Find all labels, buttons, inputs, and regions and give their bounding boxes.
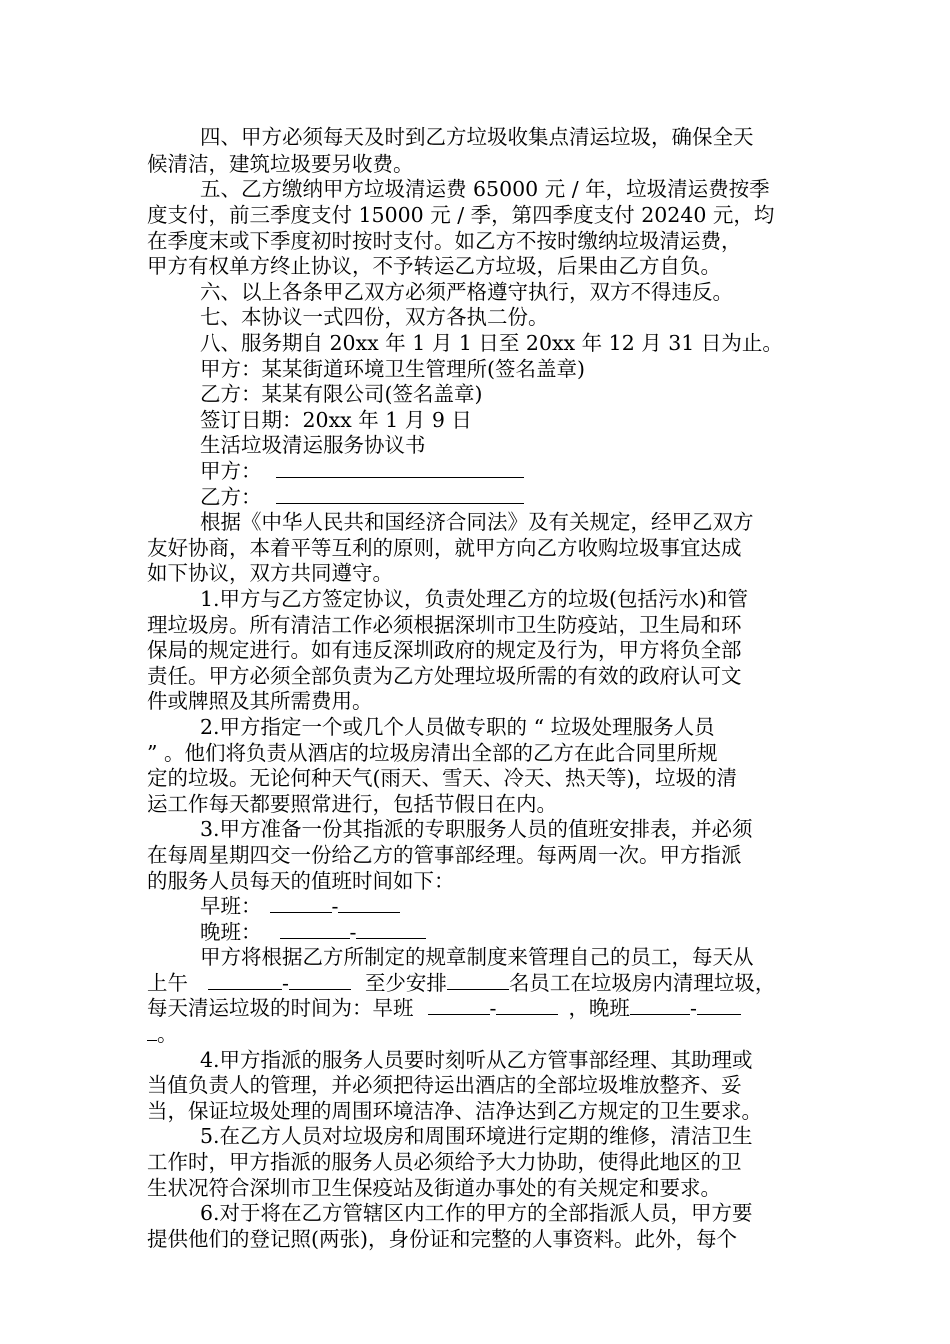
- morning-cleanup-start-blank: [428, 996, 490, 1015]
- morning-shift-end-blank: [338, 894, 400, 913]
- text-line: 责任。甲方必须全部负责为乙方处理垃圾所需的有效的政府认可文: [147, 664, 742, 688]
- text-line: 甲方将根据乙方所制定的规章制度来管理自己的员工，每天从: [200, 945, 754, 969]
- staffing-line: [147, 970, 807, 996]
- dash: -: [489, 996, 497, 1020]
- evening-cleanup-end-blank-cont: [147, 1022, 157, 1041]
- signing-date: 签订日期：20xx 年 1 月 9 日: [200, 408, 472, 432]
- signature-party-a: 甲方：某某街道环境卫生管理所(签名盖章): [200, 357, 585, 381]
- evening-cleanup-start-blank: [630, 996, 690, 1015]
- evening-shift-label: 晚班：: [200, 920, 262, 944]
- text-line: 4.甲方指派的服务人员要时刻听从乙方管事部经理、其助理或: [200, 1048, 753, 1072]
- text-line: 当，保证垃圾处理的周围环境洁净、洁净达到乙方规定的卫生要求。: [147, 1099, 762, 1123]
- text-line: 六、以上各条甲乙双方必须严格遵守执行，双方不得违反。: [200, 280, 733, 304]
- text-fragment: 至少安排: [364, 971, 447, 995]
- text-line: 友好协商，本着平等互利的原则，就甲方向乙方收购垃圾事宜达成: [147, 536, 742, 560]
- dash: -: [282, 971, 289, 995]
- text-line: 八、服务期自 20xx 年 1 月 1 日至 20xx 年 12 月 31 日为止。: [200, 331, 783, 355]
- text-line: 如下协议，双方共同遵守。: [147, 561, 393, 585]
- agreement-title: 生活垃圾清运服务协议书: [200, 433, 426, 457]
- text-line: 度支付，前三季度支付 15000 元 / 季，第四季度支付 20240 元，均: [147, 203, 775, 227]
- start-time-blank: [208, 971, 282, 990]
- text-line: 当值负责人的管理，并必须把待运出酒店的全部垃圾堆放整齐、妥: [147, 1073, 742, 1097]
- text-line: 运工作每天都要照常进行，包括节假日在内。: [147, 792, 557, 816]
- party-b-line: [200, 484, 807, 510]
- evening-shift-start-blank: [280, 920, 350, 939]
- text-line: 2.甲方指定一个或几个人员做专职的 “ 垃圾处理服务人员: [200, 715, 715, 739]
- text-line: 七、本协议一式四份，双方各执二份。: [200, 305, 549, 329]
- dash: -: [331, 894, 339, 918]
- text-line: ” 。他们将负责从酒店的垃圾房清出全部的乙方在此合同里所规: [147, 741, 718, 765]
- dash: -: [349, 920, 357, 944]
- text-line: 候清洁，建筑垃圾要另收费。: [147, 152, 414, 176]
- party-b-label: 乙方：: [200, 485, 262, 509]
- text-line: 的服务人员每天的值班时间如下：: [147, 869, 455, 893]
- signature-party-b: 乙方：某某有限公司(签名盖章): [200, 382, 483, 406]
- text-line: 理垃圾房。所有清洁工作必须根据深圳市卫生防疫站，卫生局和环: [147, 613, 742, 637]
- evening-shift-line: [200, 919, 807, 945]
- text-line: 6.对于将在乙方管辖区内工作的甲方的全部指派人员，甲方要: [200, 1201, 753, 1225]
- text-line: 3.甲方准备一份其指派的专职服务人员的值班安排表，并必须: [200, 817, 753, 841]
- text-line: 5.在乙方人员对垃圾房和周围环境进行定期的维修，清洁卫生: [200, 1124, 753, 1148]
- text-line: 在季度末或下季度初时按时支付。如乙方不按时缴纳垃圾清运费，: [147, 229, 742, 253]
- text-line: 四、甲方必须每天及时到乙方垃圾收集点清运垃圾，确保全天: [200, 125, 754, 149]
- text-line: 1.甲方与乙方签定协议，负责处理乙方的垃圾(包括污水)和管: [200, 587, 749, 611]
- text-line: 生状况符合深圳市卫生保疫站及街道办事处的有关规定和要求。: [147, 1176, 721, 1200]
- morning-shift-label: 早班：: [200, 894, 262, 918]
- text-fragment: ，晚班: [568, 996, 630, 1020]
- text-line: 保局的规定进行。如有违反深圳政府的规定及行为，甲方将负全部: [147, 638, 742, 662]
- cleanup-time-line-end: [147, 1021, 807, 1047]
- text-fragment: 上午: [147, 971, 188, 995]
- party-a-blank: [276, 459, 524, 478]
- party-b-blank: [276, 485, 524, 504]
- staff-count-blank: [447, 971, 509, 990]
- text-fragment: 。: [157, 1022, 178, 1046]
- morning-cleanup-end-blank: [496, 996, 558, 1015]
- text-line: 根据《中华人民共和国经济合同法》及有关规定，经甲乙双方: [200, 510, 754, 534]
- text-line: 提供他们的登记照(两张)，身份证和完整的人事资料。此外，每个: [147, 1227, 737, 1251]
- dash: -: [689, 996, 697, 1020]
- morning-shift-start-blank: [270, 894, 332, 913]
- party-a-line: [200, 458, 807, 484]
- text-fragment: 名员工在垃圾房内清理垃圾，: [508, 971, 776, 995]
- end-time-blank: [289, 971, 351, 990]
- morning-shift-line: [200, 893, 807, 919]
- text-line: 工作时，甲方指派的服务人员必须给予大力协助，使得此地区的卫: [147, 1150, 742, 1174]
- text-line: 件或牌照及其所需费用。: [147, 689, 373, 713]
- party-a-label: 甲方：: [200, 459, 262, 483]
- text-line: 定的垃圾。无论何种天气(雨天、雪天、冷天、热天等)，垃圾的清: [147, 766, 737, 790]
- evening-cleanup-end-blank: [697, 996, 741, 1015]
- text-fragment: 每天清运垃圾的时间为：早班: [147, 996, 414, 1020]
- evening-shift-end-blank: [356, 920, 426, 939]
- text-line: 五、乙方缴纳甲方垃圾清运费 65000 元 / 年，垃圾清运费按季: [200, 177, 770, 201]
- text-line: 在每周星期四交一份给乙方的管事部经理。每两周一次。甲方指派: [147, 843, 742, 867]
- text-line: 甲方有权单方终止协议，不予转运乙方垃圾，后果由乙方自负。: [147, 254, 721, 278]
- cleanup-time-line: [147, 995, 807, 1021]
